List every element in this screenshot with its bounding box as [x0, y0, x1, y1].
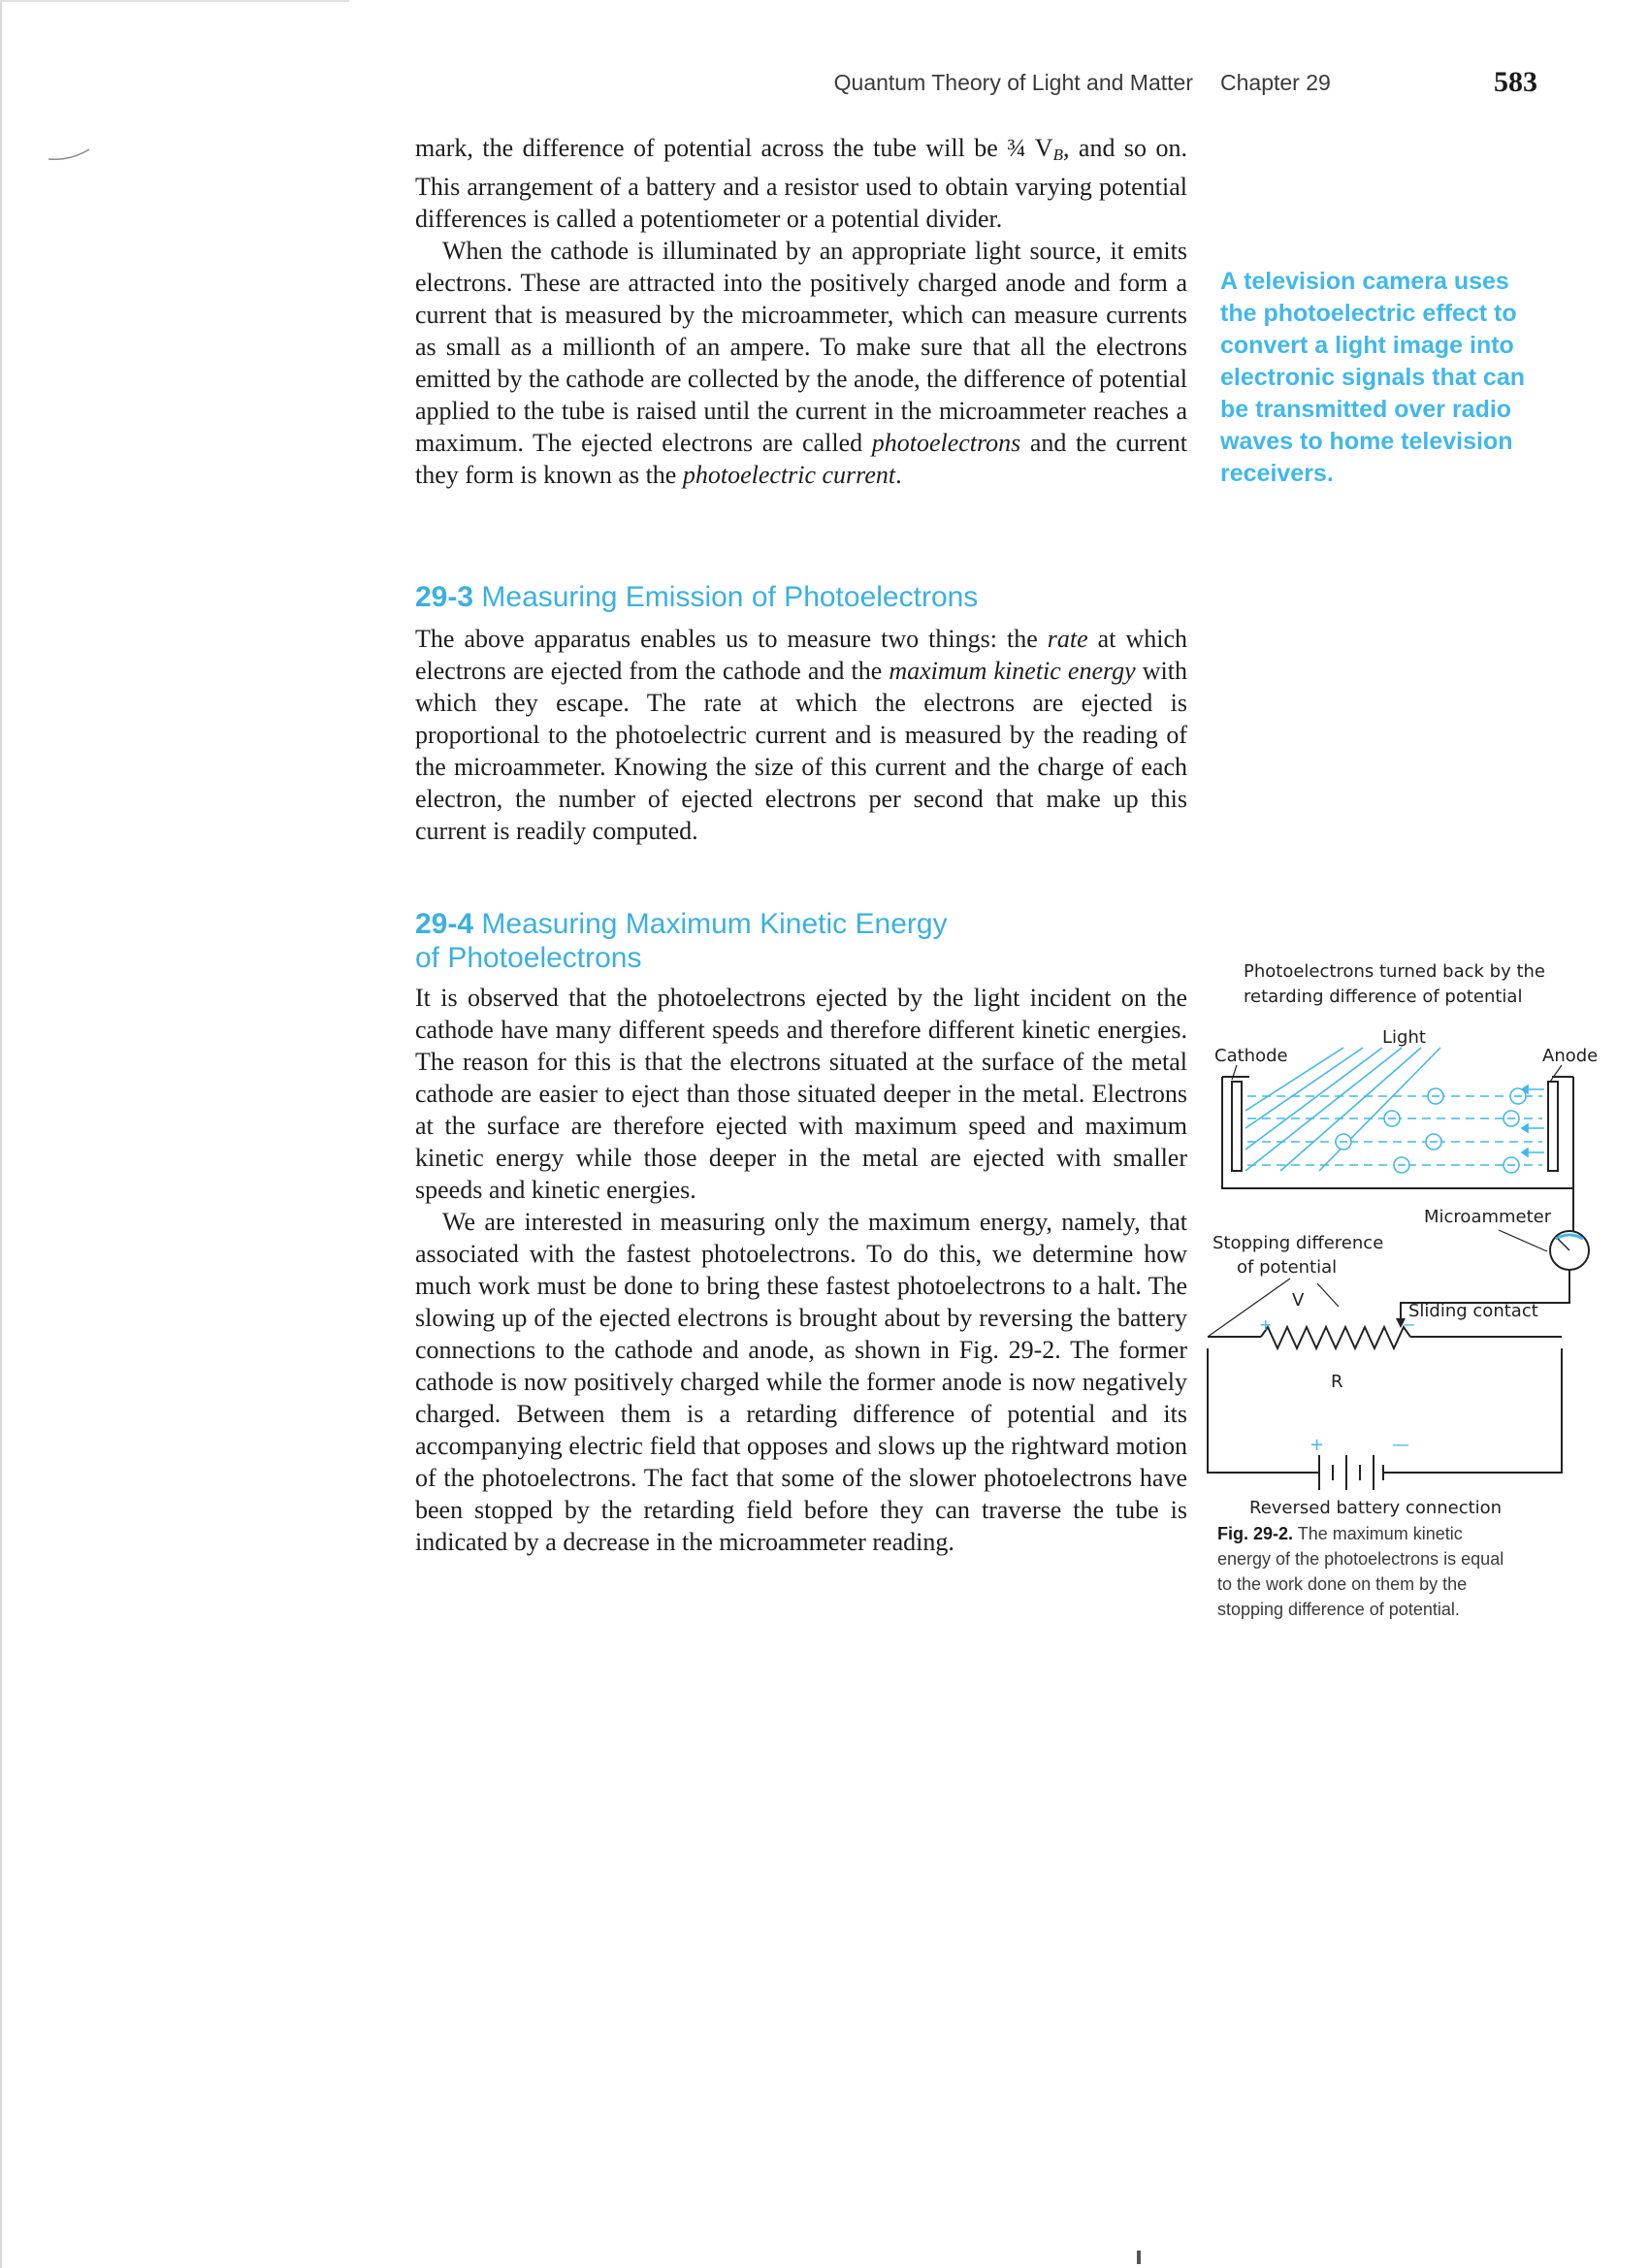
opening-paragraphs	[415, 132, 1187, 491]
section-29-3-body	[415, 623, 1187, 847]
figure-29-2-diagram	[1203, 956, 1630, 1353]
section-heading-29-4	[415, 907, 1187, 975]
section-heading-29-3	[415, 580, 1187, 614]
paragraph-potentiometer	[415, 132, 1187, 235]
text-run: at which electrons are ejected from the cathode and the	[415, 625, 1187, 685]
section-title: Measuring Emission of Photoelectrons	[481, 581, 979, 613]
label-r-resistor: R	[1331, 1372, 1343, 1392]
label-stopping-difference-1: Stopping difference	[1212, 1233, 1384, 1253]
label-photoelectrons-turned-back-2: retarding difference of potential	[1244, 987, 1523, 1007]
photoelectrons	[1336, 1088, 1526, 1173]
paragraph-different-speeds: It is observed that the photoelectrons ejected by the light incident on the cathode have many different speeds and therefore different kinetic energies. The reason for this is that the electrons situated at the surface of the metal cathode are easier to eject than those situated deeper in the metal. Electrons at the surface are therefore ejected with maximum speed and maximum kinetic energy while those deeper in the metal are ejected with smaller speeds and kinetic energies.	[415, 984, 1187, 1204]
paragraph-emission-rate	[415, 623, 1187, 847]
label-cathode: Cathode	[1214, 1046, 1288, 1066]
battery-minus-sign: —	[1392, 1435, 1409, 1455]
label-reversed-battery: Reversed battery connection	[1249, 1498, 1503, 1518]
term-photoelectrons: photoelectrons	[871, 429, 1021, 457]
scan-mark	[1137, 2251, 1141, 2264]
light-rays	[1245, 1048, 1440, 1171]
section-29-4-body	[415, 982, 1187, 1558]
cathode-plate	[1232, 1082, 1242, 1171]
text-run: and the current they form is known as the	[415, 429, 1187, 489]
text-run: .	[895, 461, 902, 489]
battery-circuit-diagram	[1203, 1348, 1630, 1518]
text-run: mark, the difference of potential across the tube will be ¾ V	[415, 134, 1053, 162]
paragraph-cathode-illumination	[415, 235, 1187, 491]
label-anode: Anode	[1542, 1046, 1599, 1066]
figure-caption	[1217, 1521, 1518, 1622]
label-microammeter: Microammeter	[1424, 1207, 1552, 1227]
subscript-b: B	[1052, 146, 1063, 164]
anode-plate	[1548, 1082, 1558, 1171]
stopping-leader-line-left	[1208, 1279, 1290, 1337]
anode-leader-line	[1550, 1065, 1562, 1082]
label-sliding-contact: Sliding contact	[1408, 1301, 1538, 1321]
term-maximum-kinetic-energy: maximum kinetic energy	[889, 657, 1136, 685]
chapter-label: Chapter 29	[1220, 70, 1331, 95]
resistor-plus-sign: +	[1259, 1315, 1273, 1334]
text-run: The above apparatus enables us to measure two things: the	[415, 625, 1048, 653]
term-photoelectric-current: photoelectric current	[682, 461, 896, 489]
text-run: with which they escape. The rate at which the electrons are ejected is proportional to the photoelectric current and is measured by the reading of the microammeter. Knowing the size of this current and the charge of each electron, the number of ejected electrons per second that make up this current is readily computed.	[415, 657, 1187, 845]
label-photoelectrons-turned-back-1: Photoelectrons turned back by the	[1244, 961, 1545, 982]
paragraph-maximum-energy: We are interested in measuring only the maximum energy, namely, that associated with the fastest photoelectrons. To do this, we determine how much work must be done to bring these fastest photoelectrons to a halt. The slowing up of the ejected electrons is brought about by reversing the battery connections to the cathode and anode, as shown in Fig. 29-2. The former cathode is now positively charged while the former anode is now negatively charged. Between them is a retarding difference of potential and its accompanying electric field that opposes and slows up the rightward motion of the photoelectrons. The fact that some of the slower photoelectrons have been stopped by the retarding field before they can traverse the tube is indicated by a decrease in the microammeter reading.	[415, 1208, 1187, 1556]
stopping-leader-line-right	[1317, 1283, 1339, 1307]
term-rate: rate	[1047, 625, 1088, 653]
electron-paths	[1247, 1096, 1542, 1165]
margin-note-television-camera: A television camera uses the photoelectric effect to convert a light image into electronic signals that can be transmitted over radio waves to home television receivers.	[1220, 268, 1525, 487]
battery-cells	[1319, 1455, 1383, 1490]
label-light: Light	[1382, 1027, 1426, 1048]
battery-plus-sign: +	[1310, 1435, 1325, 1455]
caption-text: The maximum kinetic energy of the photoelectrons is equal to the work done on them by the stopping difference of potential.	[1217, 1524, 1504, 1619]
section-number: 29-3	[415, 581, 474, 613]
margin-pen-mark	[47, 146, 91, 165]
wire-left-to-battery	[1208, 1348, 1319, 1473]
section-title-line-1: Measuring Maximum Kinetic Energy	[481, 908, 948, 940]
photoelectric-circuit-diagram	[1203, 956, 1630, 1353]
running-title: Quantum Theory of Light and Matter	[833, 70, 1193, 95]
wire-right-to-battery	[1383, 1348, 1562, 1473]
section-number: 29-4	[415, 908, 474, 940]
label-stopping-difference-2: of potential	[1237, 1257, 1338, 1278]
resistor-r	[1261, 1327, 1410, 1348]
electron-minus-signs	[1340, 1096, 1522, 1165]
text-run: When the cathode is illuminated by an appropriate light source, it emits electrons. These are attracted into the positively charged anode and form a current that is measured by the microammeter, which can measure currents as small as a millionth of an ampere. To make sure that all the electrons emitted by the cathode are collected by the anode, the difference of potential applied to the tube is raised until the current in the microammeter reaches a maximum. The ejected electrons are called	[415, 237, 1187, 457]
page-top-edge	[0, 0, 349, 2]
microammeter-leader-line	[1499, 1230, 1547, 1251]
label-v: V	[1292, 1290, 1305, 1311]
page-edge-shadow	[0, 0, 2, 2268]
page-number: 583	[1494, 66, 1537, 98]
caption-label: Fig. 29-2.	[1217, 1524, 1294, 1543]
section-title-line-2: of Photoelectrons	[415, 942, 642, 974]
text-run: , and so on. This arrangement of a battery and a resistor used to obtain varying potential differences is called a potentiometer or a potential divider.	[415, 134, 1187, 233]
resistor-minus-sign: −	[1403, 1315, 1416, 1334]
